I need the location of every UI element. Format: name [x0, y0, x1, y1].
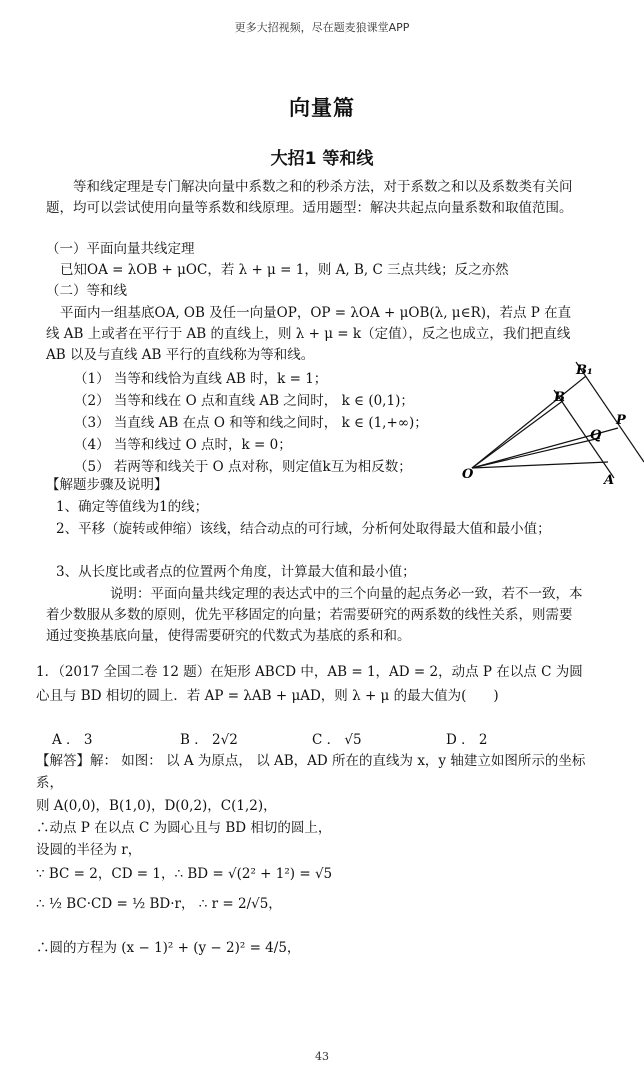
intro-paragraph: 等和线定理是专门解决向量中系数之和的秒杀方法，对于系数之和以及系数类有关问题，均可以尝试使用向量等系数和线原理。适用题型：解决共起点向量系数和取值范围。 [46, 179, 573, 216]
section2-paragraph: 平面内一组基底OA, OB 及任一向量OP，OP = λOA + μOB(λ, μ∈R)，若点 P 在直线 AB 上或者在平行于 AB 的直线上，则 λ + μ = k（定值），反之也成立，我们把直线 AB 以及与直线 AB 平行的直线称为等和线。 [46, 305, 572, 363]
solution-line: ∴圆的方程为 (x − 1)² + (y − 2)² = 4/5， [36, 940, 301, 956]
problem-stem: 1．（2017 全国二卷 12 题）在矩形 ABCD 中，AB = 1，AD = 2，动点 P 在以点 C 为圆心且与 BD 相切的圆上．若 AP = λAB + μAD，则 λ + μ 的最大值为( ) [36, 664, 583, 704]
option-b: B ． 2√2 [180, 732, 238, 748]
section1-text: 已知OA = λOB + μOC，若 λ + μ = 1，则 A, B, C 三点共线；反之亦然 [60, 262, 509, 278]
solution-line: ∵ BC = 2，CD = 1，∴ BD = √(2² + 1²) = √5 [36, 866, 333, 882]
page-title: 向量篇 [289, 96, 355, 120]
solution-line: ∴动点 P 在以点 C 为圆心且与 BD 相切的圆上， [36, 820, 332, 836]
case-item: （3） 当直线 AB 在点 O 和等和线之间时， k ∈ (1,+∞)； [74, 415, 428, 431]
section1-heading: （一）平面向量共线定理 [46, 241, 195, 257]
step-item: 2、平移（旋转或伸缩）该线，结合动点的可行域，分析何处取得最大值和最小值； [56, 521, 551, 537]
case-item: （1） 当等和线恰为直线 AB 时，k = 1； [74, 371, 328, 387]
section2-heading: （二）等和线 [46, 283, 127, 299]
option-c: C ． √5 [312, 732, 362, 748]
equal-sum-line-diagram [458, 350, 644, 500]
option-a: A ． 3 [52, 732, 93, 748]
steps-heading: 【解题步骤及说明】 [46, 477, 168, 493]
case-item: （5） 若两等和线关于 O 点对称，则定值k互为相反数； [74, 459, 412, 475]
solution-line: 【解答】解： 如图： 以 A 为原点， 以 AB，AD 所在的直线为 x，y 轴建立如图所示的坐标系， [36, 753, 586, 791]
step-item: 3、从长度比或者点的位置两个角度，计算最大值和最小值； [56, 564, 416, 580]
option-d: D ． 2 [446, 732, 488, 748]
case-item: （2） 当等和线在 O 点和直线 AB 之间时， k ∈ (0,1)； [74, 393, 414, 409]
label-a: A [604, 473, 615, 488]
note-paragraph: 说明：平面向量共线定理的表达式中的三个向量的起点务必一致，若不一致，本着少数服从多数的原则，优先平移固定的向量；若需要研究的两系数的线性关系，则需要通过变换基底向量，使得需要研究的代数式为基底的系和和。 [46, 586, 583, 644]
label-q: Q [590, 428, 602, 443]
solution-line: ∴ ½ BC·CD = ½ BD·r， ∴ r = 2/√5， [36, 896, 282, 912]
label-o: O [462, 467, 474, 482]
label-b1: B₁ [576, 363, 593, 378]
page-header: 更多大招视频，尽在题麦狼课堂APP [234, 21, 410, 34]
step-item: 1、确定等值线为1的线； [56, 499, 209, 515]
solution-line: 则 A(0,0)，B(1,0)，D(0,2)，C(1,2)， [36, 798, 277, 814]
label-p: P [616, 413, 626, 428]
solution-line: 设圆的半径为 r， [36, 842, 142, 858]
page-number: 43 [315, 1050, 329, 1063]
label-b: B [554, 390, 565, 405]
case-item: （4） 当等和线过 O 点时，k = 0； [74, 437, 292, 453]
section-title: 大招1 等和线 [270, 149, 374, 169]
